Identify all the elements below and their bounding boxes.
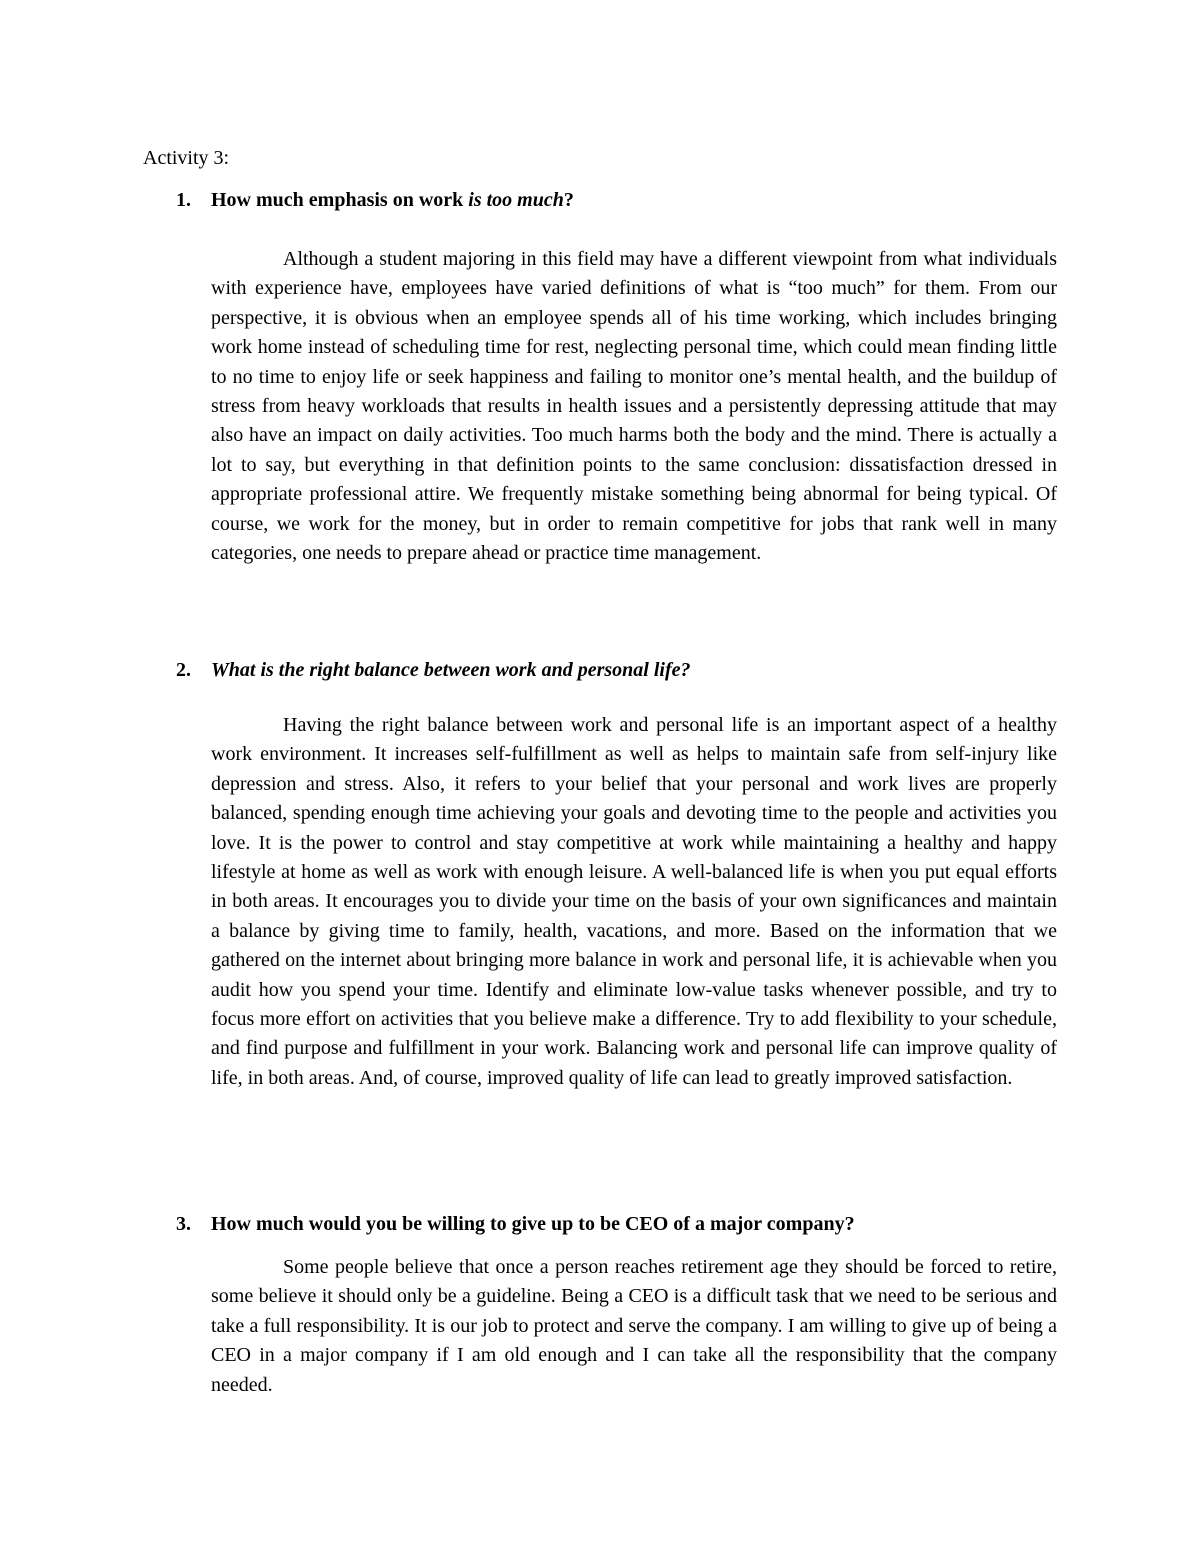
question-1-text: How much emphasis on work [211, 189, 469, 211]
answer-1-paragraph: Although a student majoring in this field may have a different viewpoint from what individuals with experience have, employees have varied definitions of what is “too much” for them. From our perspective, it is obvious when an employee spends all of his time working, which includes bringing work home instead of scheduling time for rest, neglecting personal time, which could mean finding little to no time to enjoy life or seek happiness and failing to monitor one’s mental health, and the buildup of stress from heavy workloads that results in health issues and a persistently depressing attitude that may also have an impact on daily activities. Too much harms both the body and the mind. There is actually a lot to say, but everything in that definition points to the same conclusion: dissatisfaction dressed in appropriate professional attire. We frequently mistake something being abnormal for being typical. Of course, we work for the money, but in order to remain competitive for jobs that rank well in many categories, one needs to prepare ahead or practice time management. [211, 248, 1057, 565]
question-2-number: 2. [176, 659, 191, 681]
answer-2-paragraph: Having the right balance between work and personal life is an important aspect of a healthy work environment. It increases self-fulfillment as well as helps to maintain safe from self-injury like depression and stress. Also, it refers to your belief that your personal and work lives are properly balanced, spending enough time achieving your goals and devoting time to the people and activities you love. It is the power to control and stay competitive at work while maintaining a healthy and happy lifestyle at home as well as work with enough leisure. A well-balanced life is when you put equal efforts in both areas. It encourages you to divide your time on the basis of your own significances and maintain a balance by giving time to family, health, vacations, and more. Based on the information that we gathered on the internet about bringing more balance in work and personal life, it is achievable when you audit how you spend your time. Identify and eliminate low-value tasks whenever possible, and try to focus more effort on activities that you believe make a difference. Try to add flexibility to your schedule, and find purpose and fulfillment in your work. Balancing work and personal life can improve quality of life, in both areas. And, of course, improved quality of life can lead to greatly improved satisfaction. [211, 714, 1057, 1089]
question-2-text: What is the right balance between work and personal life? [211, 659, 691, 681]
question-1-emphasis: is too much [468, 189, 564, 211]
question-1-heading [176, 186, 1076, 215]
question-3-heading [176, 1210, 1076, 1239]
question-3-text: How much would you be willing to give up to be CEO of a major company? [211, 1213, 855, 1235]
question-1-number: 1. [176, 189, 191, 211]
question-2-heading [176, 656, 1076, 685]
question-1-punctuation: ? [563, 189, 574, 211]
question-3-number: 3. [176, 1213, 191, 1235]
activity-title: Activity 3: [143, 147, 230, 169]
answer-3-paragraph: Some people believe that once a person reaches retirement age they should be forced to retire, some believe it should only be a guideline. Being a CEO is a difficult task that we need to be serious and take a full responsibility. It is our job to protect and serve the company. I am willing to give up of being a CEO in a major company if I am old enough and I can take all the responsibility that the company needed. [211, 1256, 1057, 1396]
